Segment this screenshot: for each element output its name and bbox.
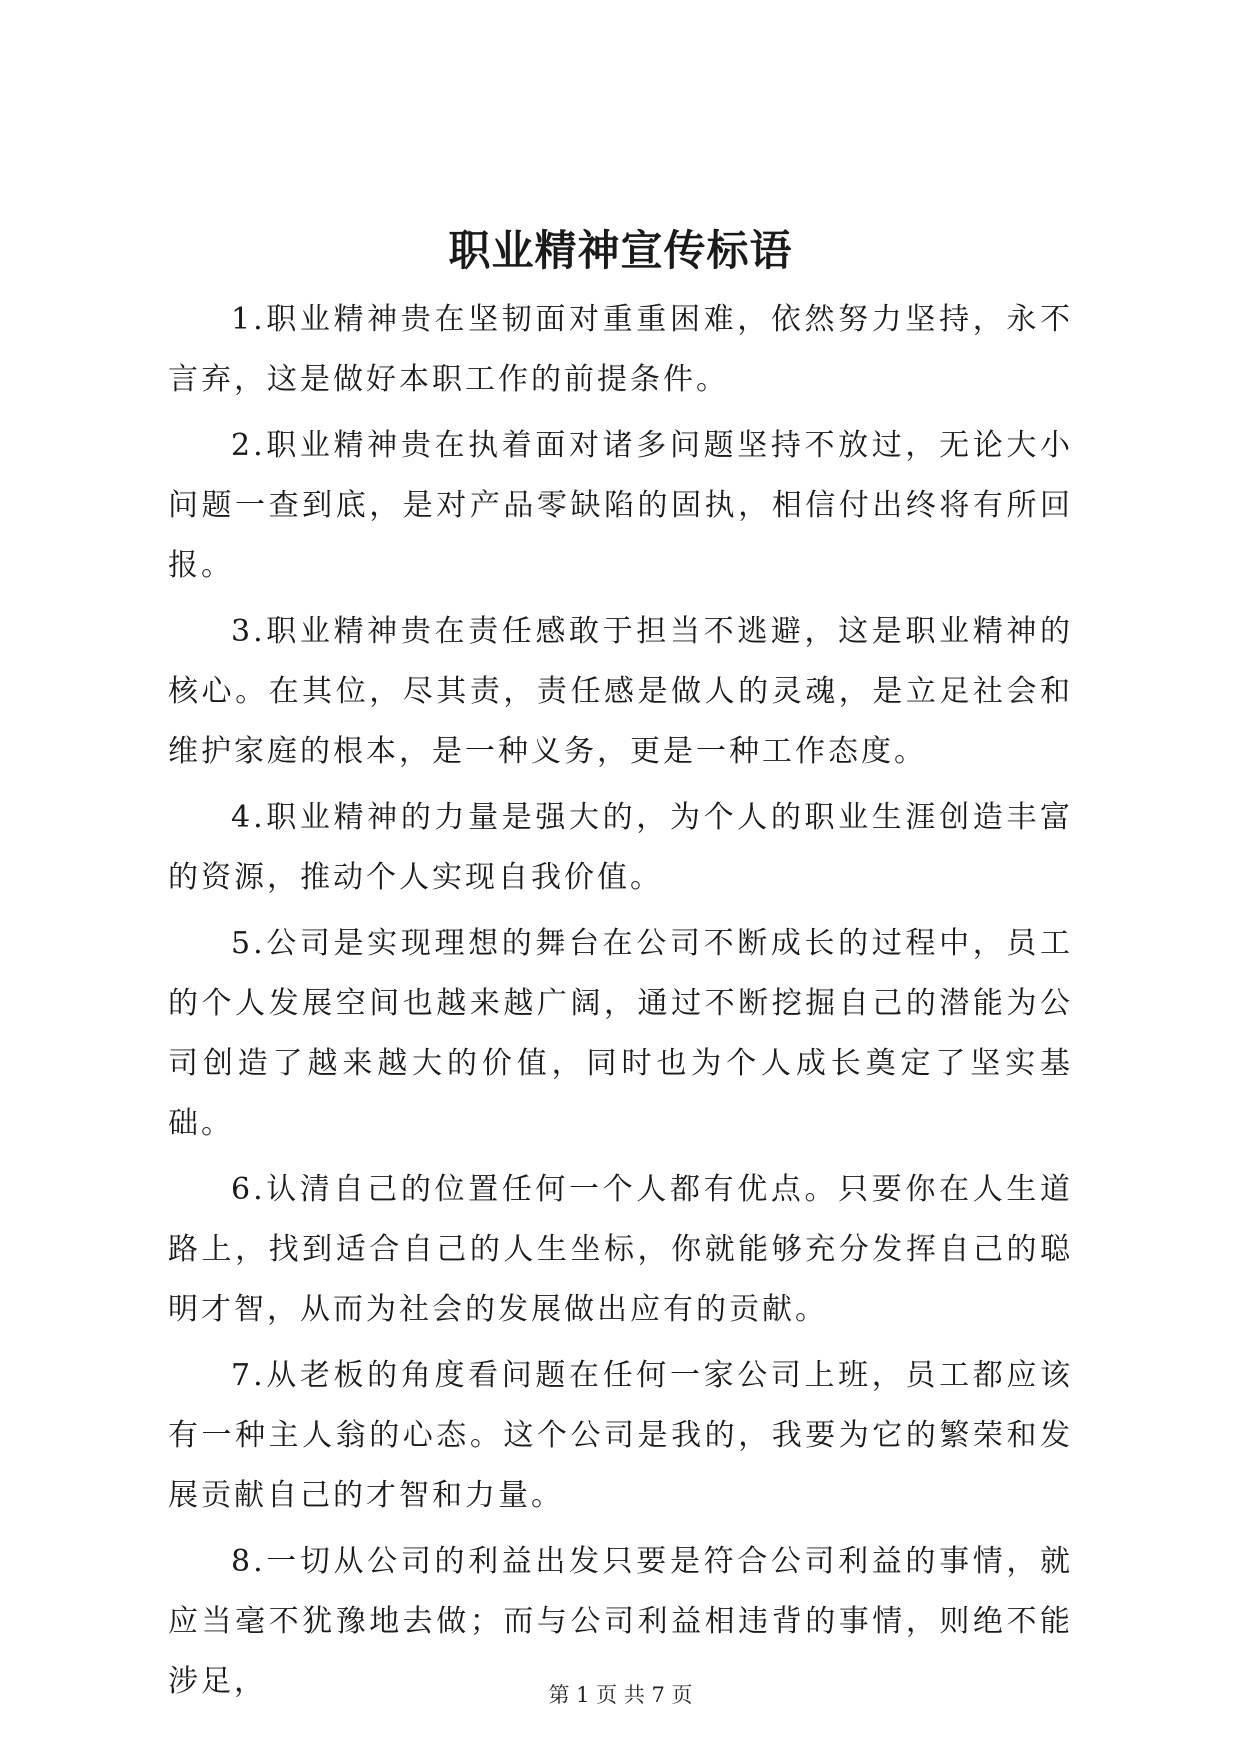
paragraph-1: 1.职业精神贵在坚韧面对重重困难，依然努力坚持，永不言弃，这是做好本职工作的前提条件。 xyxy=(168,302,1073,397)
paragraph-7: 7.从老板的角度看问题在任何一家公司上班，员工都应该有一种主人翁的心态。这个公司是我的，我要为它的繁荣和发展贡献自己的才智和力量。 xyxy=(168,1358,1073,1513)
paragraph-3: 3.职业精神贵在责任感敢于担当不逃避，这是职业精神的核心。在其位，尽其责，责任感是做人的灵魂，是立足社会和维护家庭的根本，是一种义务，更是一种工作态度。 xyxy=(168,614,1073,769)
paragraph-4: 4.职业精神的力量是强大的，为个人的职业生涯创造丰富的资源，推动个人实现自我价值。 xyxy=(168,800,1073,895)
page-number-footer: 第 1 页 共 7 页 xyxy=(548,1683,693,1707)
document-title: 职业精神宣传标语 xyxy=(448,226,793,275)
document-body xyxy=(168,290,1073,1718)
paragraph-5: 5.公司是实现理想的舞台在公司不断成长的过程中，员工的个人发展空间也越来越广阔，通过不断挖掘自己的潜能为公司创造了越来越大的价值，同时也为个人成长奠定了坚实基础。 xyxy=(168,926,1073,1141)
paragraph-8: 8.一切从公司的利益出发只要是符合公司利益的事情，就应当毫不犹豫地去做；而与公司利益相违背的事情，则绝不能涉足， xyxy=(168,1544,1073,1699)
paragraph-2: 2.职业精神贵在执着面对诸多问题坚持不放过，无论大小问题一查到底，是对产品零缺陷的固执，相信付出终将有所回报。 xyxy=(168,428,1073,583)
paragraph-6: 6.认清自己的位置任何一个人都有优点。只要你在人生道路上，找到适合自己的人生坐标，你就能够充分发挥自己的聪明才智，从而为社会的发展做出应有的贡献。 xyxy=(168,1172,1073,1327)
